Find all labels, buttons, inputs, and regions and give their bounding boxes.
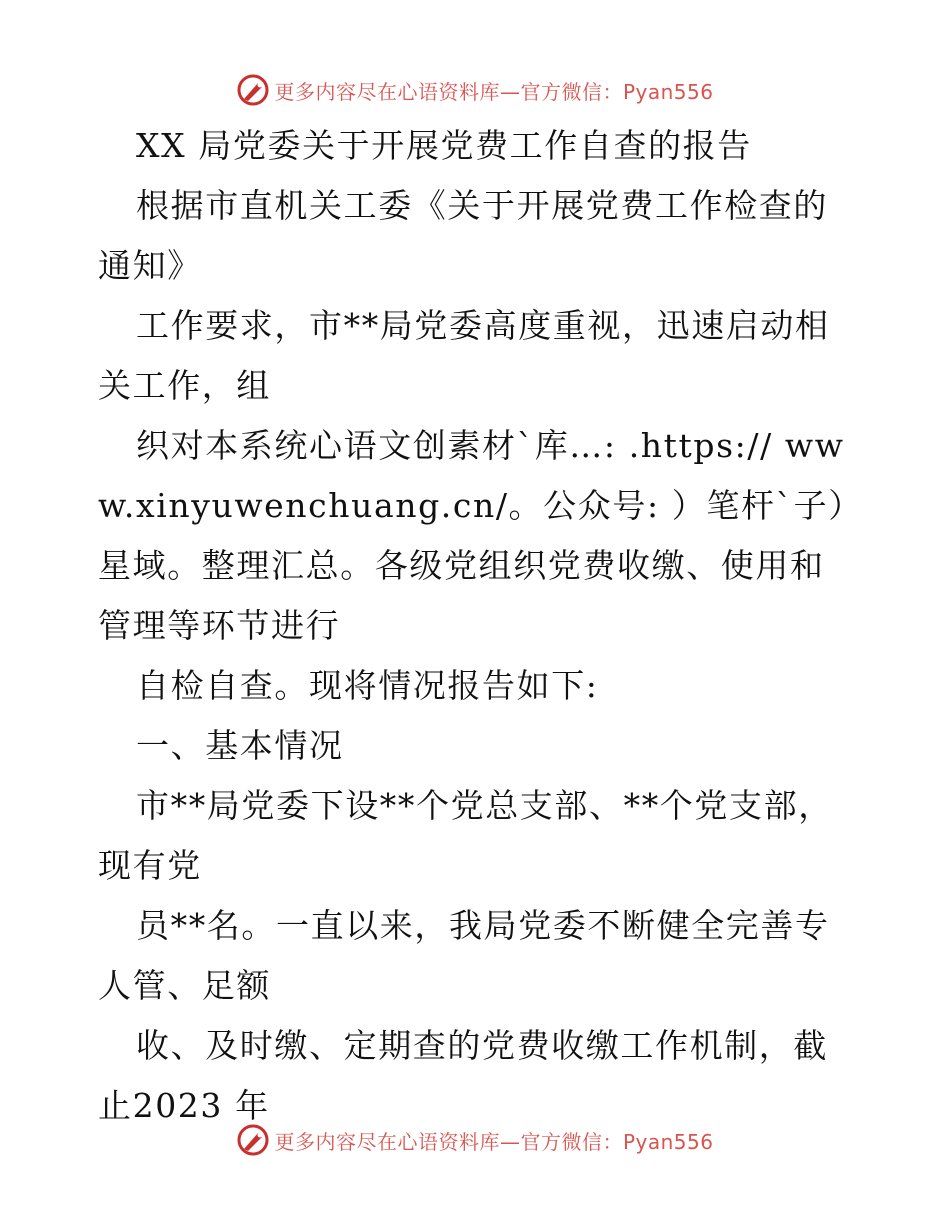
section-heading: 一、基本情况 — [136, 726, 344, 765]
paragraph: 收、及时缴、定期查的党费收缴工作机制，截止2023 年 — [98, 1026, 828, 1125]
footer-watermark-banner — [0, 1120, 950, 1160]
paragraph: 织对本系统心语文创素材`库…: .https:// www.xinyuwenchuang.cn/。公众号: ）笔杆`子）星域。整理汇总。各级党组织党费收缴、使用和管理等环节进行 — [98, 426, 847, 645]
header-watermark-banner — [0, 70, 950, 110]
pen-logo-icon — [236, 73, 270, 107]
paragraph: 工作要求，市**局党委高度重视，迅速启动相关工作，组 — [98, 306, 830, 405]
header-watermark-text: 更多内容尽在心语资料库—官方微信：Pyan556 — [274, 79, 714, 104]
paragraph: 市**局党委下设**个党总支部、**个党支部，现有党 — [98, 786, 833, 885]
paragraph: 员**名。一直以来，我局党委不断健全完善专人管、足额 — [98, 906, 830, 1005]
document-title: XX 局党委关于开展党费工作自查的报告 — [136, 126, 752, 165]
paragraph: 自检自查。现将情况报告如下: — [136, 666, 599, 705]
document-body — [98, 116, 858, 1136]
footer-watermark-text: 更多内容尽在心语资料库—官方微信：Pyan556 — [274, 1129, 714, 1154]
pen-logo-icon — [236, 1123, 270, 1157]
paragraph: 根据市直机关工委《关于开展党费工作检查的通知》 — [98, 186, 828, 285]
